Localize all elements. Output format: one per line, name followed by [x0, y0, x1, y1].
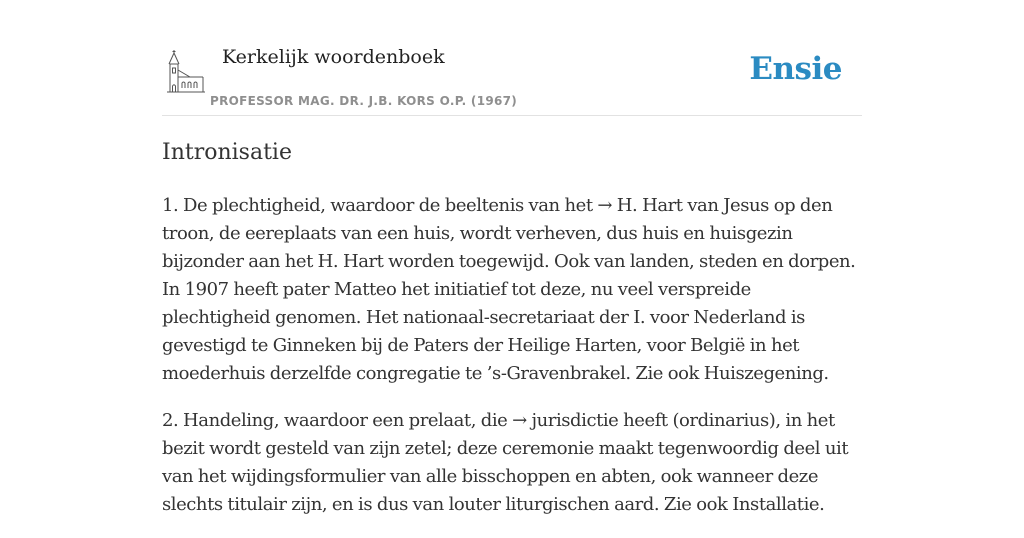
paragraph-text: heeft (ordinarius), in het bezit wordt gesteld van zijn zetel; deze ceremonie maakt tegenwoordig deel uit van het wijdingsformulier van alle bisschoppen en abten, ook wanneer deze slechts titulair zijn, en is dus van louter liturgischen aard. Zie ook Installatie. [162, 410, 849, 515]
entry-paragraph-1 [162, 192, 862, 388]
arrow-right-icon: → [512, 410, 527, 431]
paragraph-text: op den troon, de eereplaats van een huis, wordt verheven, dus huis en huisgezin bijzonder aan het H. Hart worden toegewijd. Ook van landen, steden en dorpen. In 1907 heeft pater Matteo het initiatief tot deze, nu veel verspreide plechtigheid genomen. Het nationaal-secretariaat der I. voor Nederland is gevestigd te Ginneken bij de Paters der Heilige Harten, voor België in het moederhuis derzelfde congregatie te ’s-Gravenbrakel. Zie ook Huiszegening. [162, 195, 856, 384]
page [162, 0, 862, 515]
book-title[interactable]: Kerkelijk woordenboek [222, 46, 445, 68]
paragraph-text: 2. Handeling, waardoor een prelaat, die [162, 410, 513, 431]
header [162, 0, 862, 116]
brand-logo[interactable]: Ensie [749, 51, 842, 87]
paragraph-text: 1. De plechtigheid, waardoor de beeltenis van het [162, 195, 598, 216]
author-line: PROFESSOR MAG. DR. J.B. KORS O.P. (1967) [210, 94, 518, 108]
ref-link-jurisdictie[interactable]: jurisdictie [526, 410, 619, 431]
arrow-right-icon: → [597, 195, 613, 216]
entry-title: Intronisatie [162, 140, 292, 165]
entry-paragraph-2 [162, 407, 862, 519]
church-icon[interactable] [166, 50, 206, 94]
entry-body [162, 192, 862, 538]
ref-link-h-hart[interactable]: H. Hart van Jesus [612, 195, 769, 216]
